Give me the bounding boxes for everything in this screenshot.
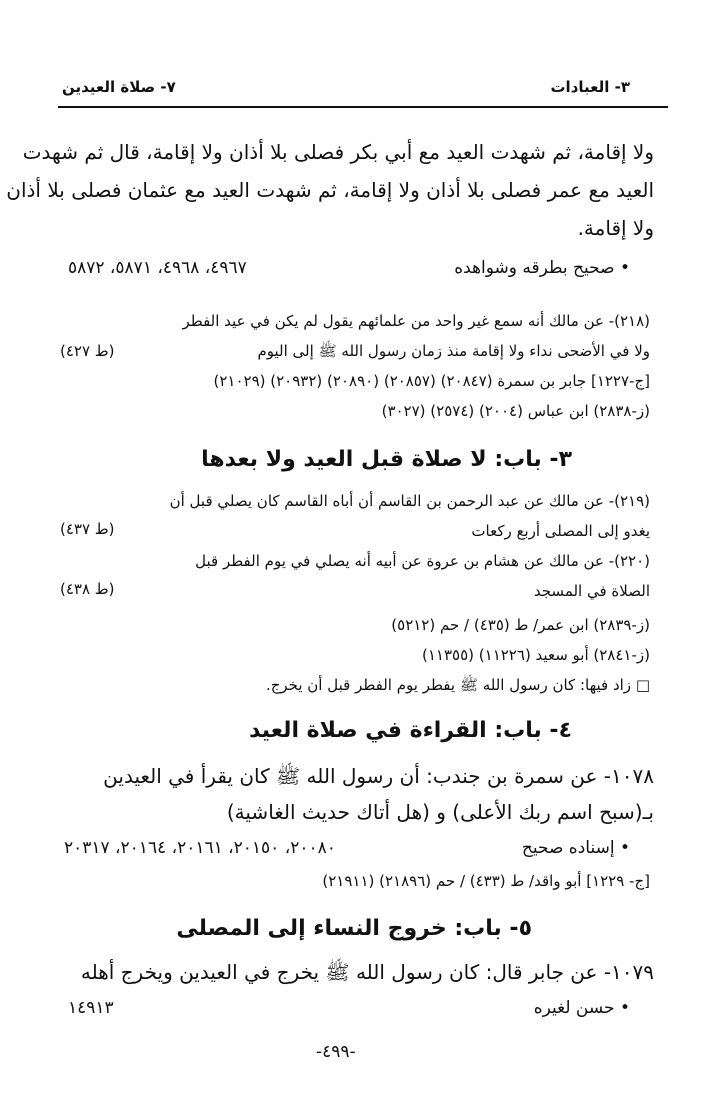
hadith-line: ١٠٧٩- عن جابر قال: كان رسول الله ﷺ يخرج في العيدين ويخرج أهله (80, 960, 654, 984)
cross-ref: [ج- ١٢٢٩] أبو واقد/ ط (٤٣٣) / حم (٢١٨٩٦) (٢١٩١١) (322, 872, 650, 890)
grade-label: • حسن لغيره (534, 998, 630, 1018)
page-number: -٤٩٩- (316, 1042, 356, 1062)
header-book-section: ٣- العبادات (550, 78, 630, 96)
header-chapter: ٧- صلاة العيدين (62, 78, 176, 96)
text-line: ولا إقامة، ثم شهدت العيد مع أبي بكر فصلى بلا أذان ولا إقامة، قال ثم شهدت (22, 140, 654, 164)
cross-ref: (ز-٢٨٣٩) ابن عمر/ ط (٤٣٥) / حم (٥٢١٢) (391, 616, 650, 634)
hadith-line: ولا في الأضحى نداء ولا إقامة منذ زمان رسول الله ﷺ إلى اليوم (257, 342, 650, 360)
hadith-line: ١٠٧٨- عن سمرة بن جندب: أن رسول الله ﷺ كان يقرأ في العيدين (103, 764, 654, 788)
hadith-line: بـ(سبح اسم ربك الأعلى) و (هل أتاك حديث الغاشية) (226, 800, 654, 824)
hadith-line: يغدو إلى المصلى أربع ركعات (471, 522, 650, 540)
header-rule (58, 106, 668, 108)
grade-refs: ٤٩٦٧، ٤٩٦٨، ٥٨٧١، ٥٨٧٢ (68, 258, 247, 278)
section-heading: ٥- باب: خروج النساء إلى المصلى (176, 916, 532, 941)
hadith-line: الصلاة في المسجد (533, 582, 650, 600)
text-line: ولا إقامة. (577, 216, 654, 240)
cross-ref: (ز-٢٨٤١) أبو سعيد (١١٢٢٦) (١١٣٥٥) (422, 646, 650, 664)
hadith-ref: (ط ٤٣٧) (60, 520, 115, 538)
grade-label: • إسناده صحيح (522, 838, 630, 858)
cross-ref: (ز-٢٨٣٨) ابن عباس (٢٠٠٤) (٢٥٧٤) (٣٠٢٧) (381, 402, 650, 420)
hadith-line: (٢٢٠)- عن مالك عن هشام بن عروة عن أبيه أنه يصلي في يوم الفطر قبل (195, 552, 650, 570)
section-heading: ٣- باب: لا صلاة قبل العيد ولا بعدها (201, 447, 572, 472)
text-line: العيد مع عمر فصلى بلا أذان ولا إقامة، ثم شهدت العيد مع عثمان فصلى بلا أذان (6, 178, 654, 202)
hadith-line: (٢١٨)- عن مالك أنه سمع غير واحد من علمائهم يقول لم يكن في عيد الفطر (182, 312, 650, 330)
hadith-line: (٢١٩)- عن مالك عن عبد الرحمن بن القاسم أن أباه القاسم كان يصلي قبل أن (169, 492, 650, 510)
hadith-ref: (ط ٤٢٧) (60, 342, 115, 360)
grade-refs: ٢٠٠٨٠، ٢٠١٥٠، ٢٠١٦١، ٢٠١٦٤، ٢٠٣١٧ (64, 838, 336, 858)
addition-note: □ زاد فيها: كان رسول الله ﷺ يفطر يوم الفطر قبل أن يخرج. (265, 676, 650, 694)
section-heading: ٤- باب: القراءة في صلاة العيد (249, 718, 572, 743)
hadith-ref: (ط ٤٣٨) (60, 580, 115, 598)
cross-ref: [ج-١٢٢٧] جابر بن سمرة (٢٠٨٤٧) (٢٠٨٥٧) (٢٠٨٩٠) (٢٠٩٣٢) (٢١٠٢٩) (213, 372, 650, 390)
grade-label: • صحيح بطرقه وشواهده (454, 258, 630, 278)
grade-refs: ١٤٩١٣ (68, 998, 114, 1018)
